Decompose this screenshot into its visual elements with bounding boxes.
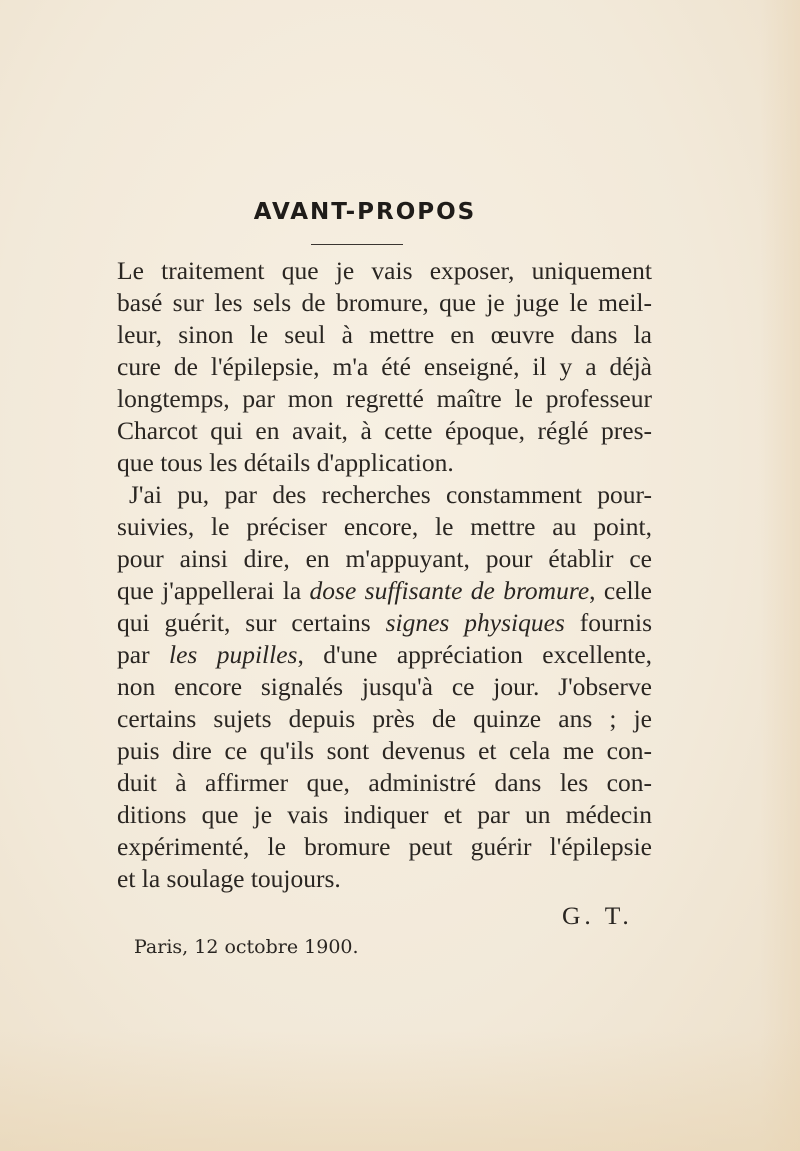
text-line: duit à affirmer que, administré dans les con- <box>117 768 652 797</box>
text-line: Le traitement que je vais exposer, uniquement <box>117 256 652 285</box>
emphasis-signes-physiques: signes physiques <box>385 608 565 637</box>
text-line <box>117 607 652 639</box>
emphasis-dose-suffisante: dose suffisante de bromure <box>309 576 590 605</box>
text-line: que tous les détails d'application. <box>117 448 454 477</box>
paper-edge-stain <box>760 0 800 1151</box>
dateline: Paris, 12 octobre 1900. <box>134 936 359 958</box>
text-segment: , celle <box>589 576 653 605</box>
text-segment: par <box>117 640 169 669</box>
text-segment: fournis <box>564 608 652 637</box>
signature-initials: G. T. <box>562 901 633 930</box>
page-title: AVANT-PROPOS <box>253 199 477 225</box>
text-line: longtemps, par mon regretté maître le professeur <box>117 384 652 413</box>
text-line: pour ainsi dire, en m'appuyant, pour établir ce <box>117 544 652 573</box>
text-segment: que j'appellerai la <box>117 576 310 605</box>
text-line: cure de l'épilepsie, m'a été enseigné, il y a déjà <box>117 352 652 381</box>
text-line: J'ai pu, par des recherches constamment pour- <box>129 480 652 509</box>
paper-bottom-stain <box>0 1031 800 1151</box>
text-segment: qui guérit, sur certains <box>117 608 386 637</box>
text-segment: , d'une appréciation excellente, <box>297 640 653 669</box>
text-line: et la soulage toujours. <box>117 864 341 893</box>
text-line: expérimenté, le bromure peut guérir l'épilepsie <box>117 832 652 861</box>
text-line <box>117 639 652 671</box>
text-line: non encore signalés jusqu'à ce jour. J'observe <box>117 672 652 701</box>
text-line: basé sur les sels de bromure, que je juge le meil- <box>117 288 652 317</box>
text-line <box>117 575 652 607</box>
text-line: certains sujets depuis près de quinze ans ; je <box>117 704 652 733</box>
text-line: suivies, le préciser encore, le mettre au point, <box>117 512 652 541</box>
text-line: Charcot qui en avait, à cette époque, réglé pres- <box>117 416 652 445</box>
text-line: leur, sinon le seul à mettre en œuvre dans la <box>117 320 652 349</box>
text-line: ditions que je vais indiquer et par un médecin <box>117 800 652 829</box>
emphasis-les-pupilles: les pupilles <box>168 640 298 669</box>
text-line: puis dire ce qu'ils sont devenus et cela me con- <box>117 736 652 765</box>
title-rule <box>311 244 403 245</box>
